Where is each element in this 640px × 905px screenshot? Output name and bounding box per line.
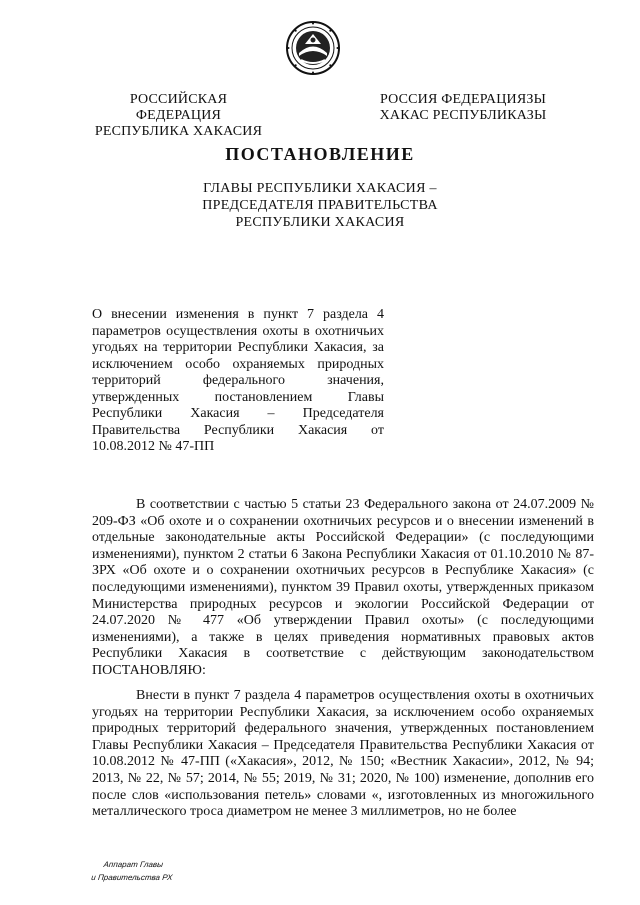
- body-paragraph-2: Внести в пункт 7 раздела 4 параметров осуществления охоты в охотничьих угодьях на территории Республики Хакасия, за исключением особо охраняемых природных территорий федерального значения, утвержденных постановлением Главы Республики Хакасия – Председателя Правительства Республики Хакасия от 10.08.2012 № 47-ПП («Хакасия», 2012, № 150; «Вестник Хакасии», 2012, № 94; 2013, № 22, № 57; 2014, № 55; 2019, № 31; 2020, № 100) изменение, дополнив его после слов «использования петель» словами «, изготовленных из многожильного металлического троса диаметром не менее 3 миллиметров, но не более: [92, 688, 594, 820]
- office-stamp: [91, 858, 175, 884]
- body-paragraph-1: В соответствии с частью 5 статьи 23 Федерального закона от 24.07.2009 № 209-ФЗ «Об охоте и о сохранении охотничьих ресурсов и о внесении изменений в отдельные законодательные акты Российской Федерации» (с последующими изменениями), пунктом 2 статьи 6 Закона Республики Хакасия от 01.10.2010 № 87-ЗРХ «Об охоте и о сохранении охотничьих ресурсов в Республике Хакасия» (с последующими изменениями), пунктом 39 Правил охоты, утвержденных приказом Министерства природных ресурсов и экологии Российской Федерации от 24.07.2020 № 477 «Об утверждении Правил охоты» (с последующими изменениями), а также в целях приведения нормативных правовых актов Республики Хакасия в соответствие с действующим законодательством ПОСТАНОВЛЯЮ:: [92, 497, 594, 678]
- subtitle-line-3: РЕСПУБЛИКИ ХАКАСИЯ: [235, 215, 405, 230]
- coat-of-arms-emblem: [285, 20, 341, 76]
- document-subtitle: [0, 180, 640, 231]
- header-right-republic: ХАКАС РЕСПУБЛИКАЗЫ: [379, 108, 547, 123]
- document-title: ПОСТАНОВЛЕНИЕ: [225, 144, 415, 164]
- subtitle-line-1: ГЛАВЫ РЕСПУБЛИКИ ХАКАСИЯ –: [203, 181, 437, 196]
- stamp-line-1: Аппарат Главы: [103, 860, 164, 869]
- stamp-line-2: и Правительства РХ: [90, 873, 174, 882]
- header-right-country: РОССИЯ ФЕДЕРАЦИЯЗЫ: [379, 92, 547, 107]
- subtitle-line-2: ПРЕДСЕДАТЕЛЯ ПРАВИТЕЛЬСТВА: [202, 198, 438, 213]
- header-left: [86, 92, 271, 140]
- header-left-country: РОССИЙСКАЯ ФЕДЕРАЦИЯ: [129, 92, 228, 123]
- document-subject: О внесении изменения в пункт 7 раздела 4 параметров осуществления охоты в охотничьих угодьях на территории Республики Хакасия, за исключением особо охраняемых природных территорий федерального значения, утвержденных постановлением Главы Республики Хакасия – Председателя Правительства Республики Хакасия от 10.08.2012 № 47-ПП: [92, 307, 384, 454]
- header-left-republic: РЕСПУБЛИКА ХАКАСИЯ: [94, 124, 263, 139]
- header-right: [373, 92, 553, 124]
